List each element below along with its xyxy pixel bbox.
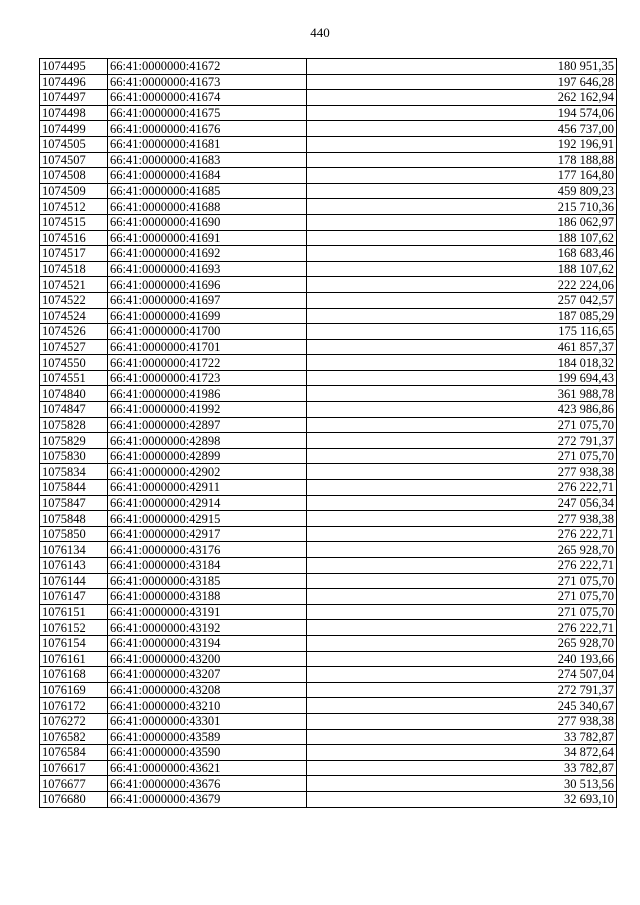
cadastral-number-cell: 66:41:0000000:42902 xyxy=(108,464,307,480)
cadastral-number-cell: 66:41:0000000:41676 xyxy=(108,121,307,137)
table-row xyxy=(40,183,617,199)
record-id-cell: 1076677 xyxy=(40,776,108,792)
cadastral-number-cell: 66:41:0000000:43184 xyxy=(108,558,307,574)
value-cell: 271 075,70 xyxy=(307,589,617,605)
cadastral-number-cell: 66:41:0000000:41684 xyxy=(108,168,307,184)
record-id-cell: 1074498 xyxy=(40,105,108,121)
record-id-cell: 1075828 xyxy=(40,417,108,433)
cadastral-number-cell: 66:41:0000000:42897 xyxy=(108,417,307,433)
record-id-cell: 1074509 xyxy=(40,183,108,199)
record-id-cell: 1076272 xyxy=(40,713,108,729)
record-id-cell: 1075844 xyxy=(40,480,108,496)
table-row xyxy=(40,370,617,386)
record-id-cell: 1074524 xyxy=(40,308,108,324)
table-row xyxy=(40,729,617,745)
record-id-cell: 1074840 xyxy=(40,386,108,402)
record-id-cell: 1076617 xyxy=(40,760,108,776)
cadastral-number-cell: 66:41:0000000:43208 xyxy=(108,682,307,698)
value-cell: 423 986,86 xyxy=(307,402,617,418)
table-row xyxy=(40,620,617,636)
table-row xyxy=(40,791,617,807)
table-row xyxy=(40,464,617,480)
value-cell: 271 075,70 xyxy=(307,448,617,464)
table-row xyxy=(40,433,617,449)
table-row xyxy=(40,339,617,355)
record-id-cell: 1074550 xyxy=(40,355,108,371)
cadastral-number-cell: 66:41:0000000:41992 xyxy=(108,402,307,418)
table-row xyxy=(40,292,617,308)
value-cell: 184 018,32 xyxy=(307,355,617,371)
record-id-cell: 1074499 xyxy=(40,121,108,137)
value-cell: 34 872,64 xyxy=(307,745,617,761)
cadastral-number-cell: 66:41:0000000:43621 xyxy=(108,760,307,776)
record-id-cell: 1076680 xyxy=(40,791,108,807)
cadastral-number-cell: 66:41:0000000:42898 xyxy=(108,433,307,449)
record-id-cell: 1074517 xyxy=(40,246,108,262)
table-row xyxy=(40,199,617,215)
value-cell: 178 188,88 xyxy=(307,152,617,168)
cadastral-number-cell: 66:41:0000000:43210 xyxy=(108,698,307,714)
value-cell: 276 222,71 xyxy=(307,526,617,542)
table-row xyxy=(40,760,617,776)
table-row xyxy=(40,121,617,137)
record-id-cell: 1074515 xyxy=(40,214,108,230)
record-id-cell: 1074496 xyxy=(40,74,108,90)
cadastral-number-cell: 66:41:0000000:43176 xyxy=(108,542,307,558)
table-row xyxy=(40,261,617,277)
record-id-cell: 1076147 xyxy=(40,589,108,605)
record-id-cell: 1075834 xyxy=(40,464,108,480)
record-id-cell: 1074518 xyxy=(40,261,108,277)
record-id-cell: 1074497 xyxy=(40,90,108,106)
record-id-cell: 1074521 xyxy=(40,277,108,293)
cadastral-number-cell: 66:41:0000000:43191 xyxy=(108,604,307,620)
value-cell: 188 107,62 xyxy=(307,230,617,246)
record-id-cell: 1076151 xyxy=(40,604,108,620)
value-cell: 271 075,70 xyxy=(307,417,617,433)
value-cell: 272 791,37 xyxy=(307,433,617,449)
value-cell: 186 062,97 xyxy=(307,214,617,230)
table-row xyxy=(40,667,617,683)
table-body xyxy=(40,59,617,808)
value-cell: 32 693,10 xyxy=(307,791,617,807)
table-row xyxy=(40,386,617,402)
record-id-cell: 1076169 xyxy=(40,682,108,698)
value-cell: 177 164,80 xyxy=(307,168,617,184)
cadastral-number-cell: 66:41:0000000:41685 xyxy=(108,183,307,199)
table-row xyxy=(40,745,617,761)
record-id-cell: 1074527 xyxy=(40,339,108,355)
cadastral-number-cell: 66:41:0000000:42911 xyxy=(108,480,307,496)
cadastral-number-cell: 66:41:0000000:42899 xyxy=(108,448,307,464)
table-row xyxy=(40,558,617,574)
table-row xyxy=(40,589,617,605)
record-id-cell: 1076584 xyxy=(40,745,108,761)
table-row xyxy=(40,324,617,340)
value-cell: 272 791,37 xyxy=(307,682,617,698)
table-row xyxy=(40,713,617,729)
value-cell: 168 683,46 xyxy=(307,246,617,262)
table-row xyxy=(40,402,617,418)
table-row xyxy=(40,448,617,464)
record-id-cell: 1074508 xyxy=(40,168,108,184)
record-id-cell: 1075850 xyxy=(40,526,108,542)
table-row xyxy=(40,230,617,246)
value-cell: 277 938,38 xyxy=(307,464,617,480)
cadastral-number-cell: 66:41:0000000:41690 xyxy=(108,214,307,230)
record-id-cell: 1074516 xyxy=(40,230,108,246)
value-cell: 459 809,23 xyxy=(307,183,617,199)
cadastral-number-cell: 66:41:0000000:41681 xyxy=(108,136,307,152)
value-cell: 456 737,00 xyxy=(307,121,617,137)
record-id-cell: 1076134 xyxy=(40,542,108,558)
table-row xyxy=(40,168,617,184)
value-cell: 33 782,87 xyxy=(307,729,617,745)
cadastral-number-cell: 66:41:0000000:41692 xyxy=(108,246,307,262)
cadastral-number-cell: 66:41:0000000:43589 xyxy=(108,729,307,745)
record-id-cell: 1076161 xyxy=(40,651,108,667)
cadastral-number-cell: 66:41:0000000:41673 xyxy=(108,74,307,90)
value-cell: 245 340,67 xyxy=(307,698,617,714)
table-row xyxy=(40,651,617,667)
value-cell: 461 857,37 xyxy=(307,339,617,355)
table-row xyxy=(40,152,617,168)
value-cell: 247 056,34 xyxy=(307,495,617,511)
record-id-cell: 1076582 xyxy=(40,729,108,745)
value-cell: 222 224,06 xyxy=(307,277,617,293)
value-cell: 180 951,35 xyxy=(307,59,617,75)
record-id-cell: 1076154 xyxy=(40,635,108,651)
cadastral-number-cell: 66:41:0000000:41691 xyxy=(108,230,307,246)
record-id-cell: 1076152 xyxy=(40,620,108,636)
records-table xyxy=(39,58,617,808)
cadastral-number-cell: 66:41:0000000:41699 xyxy=(108,308,307,324)
cadastral-number-cell: 66:41:0000000:41688 xyxy=(108,199,307,215)
record-id-cell: 1074522 xyxy=(40,292,108,308)
cadastral-number-cell: 66:41:0000000:41697 xyxy=(108,292,307,308)
cadastral-number-cell: 66:41:0000000:41675 xyxy=(108,105,307,121)
cadastral-number-cell: 66:41:0000000:42917 xyxy=(108,526,307,542)
table-row xyxy=(40,542,617,558)
value-cell: 187 085,29 xyxy=(307,308,617,324)
value-cell: 33 782,87 xyxy=(307,760,617,776)
cadastral-number-cell: 66:41:0000000:41723 xyxy=(108,370,307,386)
record-id-cell: 1074495 xyxy=(40,59,108,75)
table-row xyxy=(40,59,617,75)
cadastral-number-cell: 66:41:0000000:43192 xyxy=(108,620,307,636)
cadastral-number-cell: 66:41:0000000:41701 xyxy=(108,339,307,355)
value-cell: 277 938,38 xyxy=(307,713,617,729)
value-cell: 197 646,28 xyxy=(307,74,617,90)
cadastral-number-cell: 66:41:0000000:41696 xyxy=(108,277,307,293)
table-row xyxy=(40,136,617,152)
cadastral-number-cell: 66:41:0000000:43200 xyxy=(108,651,307,667)
cadastral-number-cell: 66:41:0000000:42914 xyxy=(108,495,307,511)
record-id-cell: 1074526 xyxy=(40,324,108,340)
value-cell: 265 928,70 xyxy=(307,542,617,558)
table-row xyxy=(40,214,617,230)
cadastral-number-cell: 66:41:0000000:43590 xyxy=(108,745,307,761)
value-cell: 175 116,65 xyxy=(307,324,617,340)
table-row xyxy=(40,355,617,371)
value-cell: 240 193,66 xyxy=(307,651,617,667)
cadastral-number-cell: 66:41:0000000:43188 xyxy=(108,589,307,605)
table-row xyxy=(40,277,617,293)
cadastral-number-cell: 66:41:0000000:41722 xyxy=(108,355,307,371)
table-row xyxy=(40,526,617,542)
cadastral-number-cell: 66:41:0000000:41672 xyxy=(108,59,307,75)
record-id-cell: 1074512 xyxy=(40,199,108,215)
value-cell: 215 710,36 xyxy=(307,199,617,215)
table-row xyxy=(40,495,617,511)
table-row xyxy=(40,776,617,792)
value-cell: 271 075,70 xyxy=(307,604,617,620)
record-id-cell: 1074507 xyxy=(40,152,108,168)
cadastral-number-cell: 66:41:0000000:41683 xyxy=(108,152,307,168)
record-id-cell: 1076172 xyxy=(40,698,108,714)
table-row xyxy=(40,246,617,262)
value-cell: 276 222,71 xyxy=(307,620,617,636)
table-row xyxy=(40,511,617,527)
value-cell: 276 222,71 xyxy=(307,480,617,496)
value-cell: 194 574,06 xyxy=(307,105,617,121)
cadastral-number-cell: 66:41:0000000:43185 xyxy=(108,573,307,589)
cadastral-number-cell: 66:41:0000000:43207 xyxy=(108,667,307,683)
record-id-cell: 1076168 xyxy=(40,667,108,683)
table-row xyxy=(40,604,617,620)
cadastral-number-cell: 66:41:0000000:43676 xyxy=(108,776,307,792)
record-id-cell: 1075830 xyxy=(40,448,108,464)
table-row xyxy=(40,74,617,90)
value-cell: 271 075,70 xyxy=(307,573,617,589)
value-cell: 274 507,04 xyxy=(307,667,617,683)
table-row xyxy=(40,698,617,714)
value-cell: 192 196,91 xyxy=(307,136,617,152)
value-cell: 361 988,78 xyxy=(307,386,617,402)
cadastral-number-cell: 66:41:0000000:43679 xyxy=(108,791,307,807)
table-row xyxy=(40,635,617,651)
cadastral-number-cell: 66:41:0000000:41693 xyxy=(108,261,307,277)
value-cell: 199 694,43 xyxy=(307,370,617,386)
cadastral-number-cell: 66:41:0000000:41674 xyxy=(108,90,307,106)
table-row xyxy=(40,480,617,496)
table-row xyxy=(40,417,617,433)
record-id-cell: 1074847 xyxy=(40,402,108,418)
value-cell: 257 042,57 xyxy=(307,292,617,308)
value-cell: 265 928,70 xyxy=(307,635,617,651)
value-cell: 30 513,56 xyxy=(307,776,617,792)
table-row xyxy=(40,682,617,698)
cadastral-number-cell: 66:41:0000000:41700 xyxy=(108,324,307,340)
table-row xyxy=(40,573,617,589)
record-id-cell: 1076144 xyxy=(40,573,108,589)
cadastral-number-cell: 66:41:0000000:43301 xyxy=(108,713,307,729)
record-id-cell: 1075829 xyxy=(40,433,108,449)
table-row xyxy=(40,308,617,324)
value-cell: 277 938,38 xyxy=(307,511,617,527)
cadastral-number-cell: 66:41:0000000:43194 xyxy=(108,635,307,651)
record-id-cell: 1075848 xyxy=(40,511,108,527)
table-row xyxy=(40,105,617,121)
cadastral-number-cell: 66:41:0000000:41986 xyxy=(108,386,307,402)
value-cell: 276 222,71 xyxy=(307,558,617,574)
value-cell: 188 107,62 xyxy=(307,261,617,277)
value-cell: 262 162,94 xyxy=(307,90,617,106)
record-id-cell: 1074505 xyxy=(40,136,108,152)
table-row xyxy=(40,90,617,106)
record-id-cell: 1076143 xyxy=(40,558,108,574)
page-number: 440 xyxy=(310,25,330,40)
record-id-cell: 1075847 xyxy=(40,495,108,511)
record-id-cell: 1074551 xyxy=(40,370,108,386)
cadastral-number-cell: 66:41:0000000:42915 xyxy=(108,511,307,527)
